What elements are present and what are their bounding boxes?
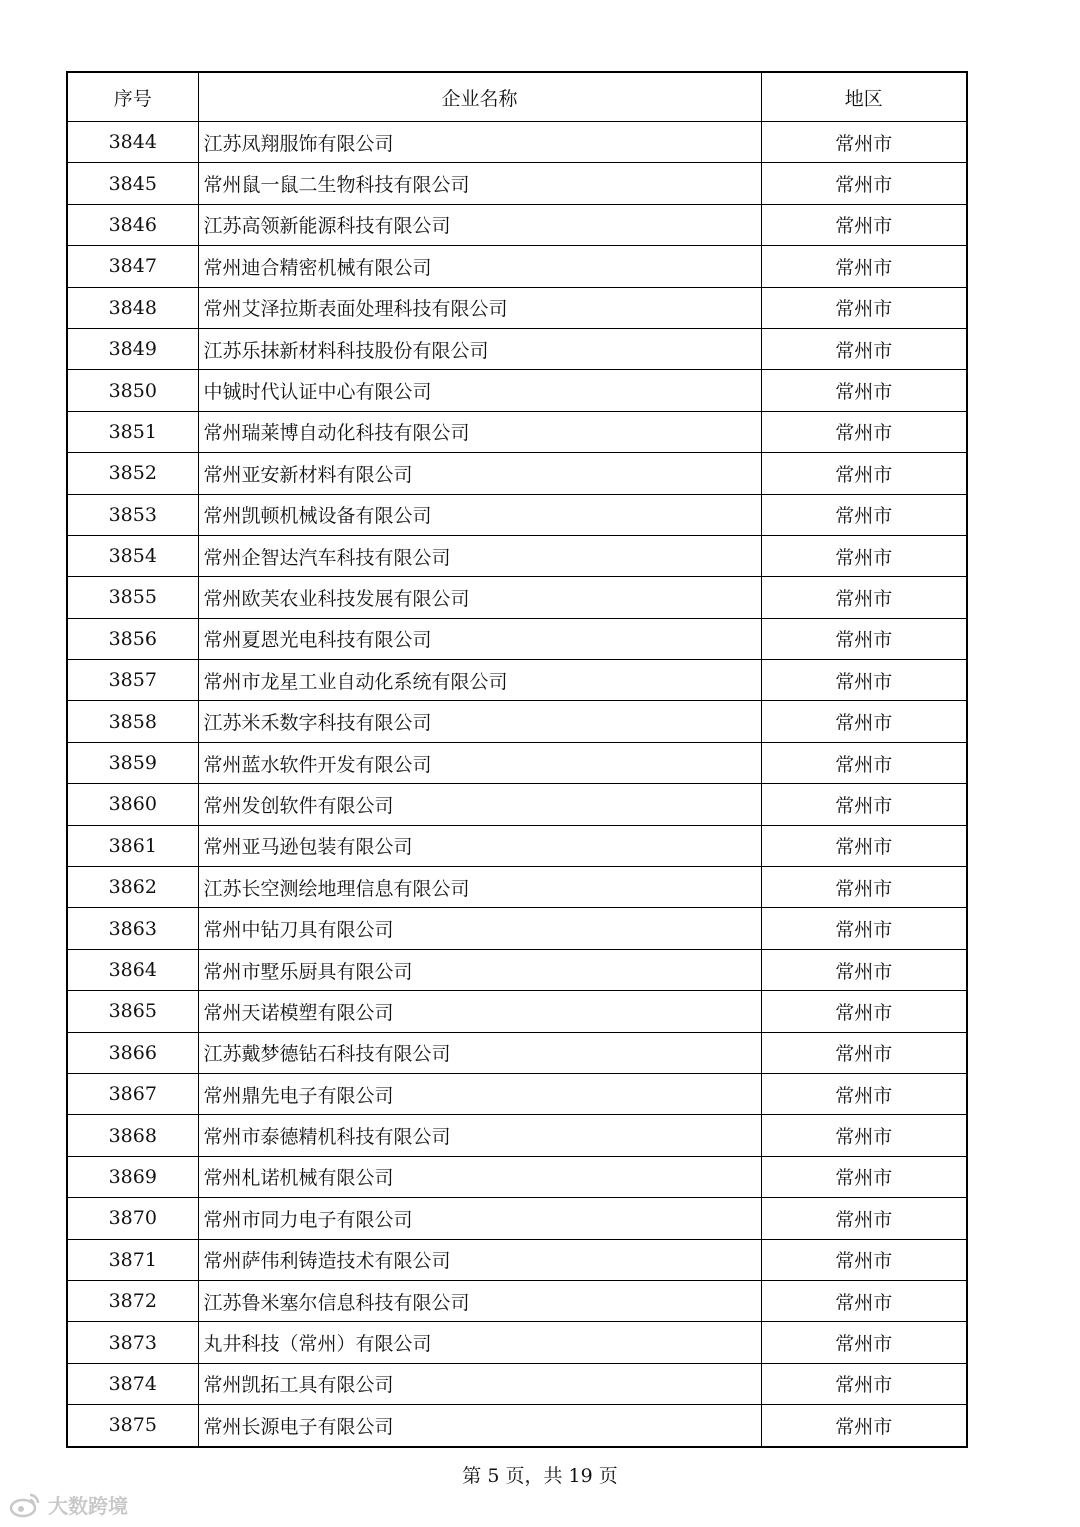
- company-name-cell: 江苏凤翔服饰有限公司: [198, 122, 761, 163]
- table-row: [67, 1032, 967, 1073]
- region-cell: 常州市: [761, 370, 967, 411]
- serial-cell: 3874: [67, 1363, 198, 1404]
- region-cell: 常州市: [761, 204, 967, 245]
- table-header-row: [67, 72, 967, 122]
- company-name-cell: 常州凯顿机械设备有限公司: [198, 494, 761, 535]
- serial-cell: 3859: [67, 742, 198, 783]
- table-row: [67, 1363, 967, 1404]
- serial-cell: 3853: [67, 494, 198, 535]
- company-name-cell: 常州市墅乐厨具有限公司: [198, 949, 761, 990]
- serial-cell: 3851: [67, 411, 198, 452]
- table-row: [67, 1239, 967, 1280]
- company-name-cell: 常州鼎先电子有限公司: [198, 1073, 761, 1114]
- page-number: 第 5 页，共 19 页: [462, 1465, 618, 1487]
- company-name-cell: 常州欧芙农业科技发展有限公司: [198, 577, 761, 618]
- table-row: [67, 1280, 967, 1321]
- company-name-cell: 江苏乐抹新材料科技股份有限公司: [198, 328, 761, 369]
- serial-cell: 3844: [67, 122, 198, 163]
- serial-cell: 3875: [67, 1405, 198, 1447]
- region-cell: 常州市: [761, 1073, 967, 1114]
- company-name-cell: 常州夏恩光电科技有限公司: [198, 618, 761, 659]
- serial-cell: 3854: [67, 535, 198, 576]
- company-name-cell: 江苏鲁米塞尔信息科技有限公司: [198, 1280, 761, 1321]
- company-name-cell: 常州萨伟利铸造技术有限公司: [198, 1239, 761, 1280]
- serial-cell: 3846: [67, 204, 198, 245]
- company-name-cell: 常州市泰德精机科技有限公司: [198, 1115, 761, 1156]
- region-cell: 常州市: [761, 453, 967, 494]
- serial-cell: 3860: [67, 784, 198, 825]
- serial-cell: 3866: [67, 1032, 198, 1073]
- serial-cell: 3873: [67, 1322, 198, 1363]
- serial-cell: 3864: [67, 949, 198, 990]
- region-cell: 常州市: [761, 949, 967, 990]
- serial-cell: 3848: [67, 287, 198, 328]
- table-row: [67, 246, 967, 287]
- region-cell: 常州市: [761, 1198, 967, 1239]
- company-name-cell: 常州札诺机械有限公司: [198, 1156, 761, 1197]
- company-name-cell: 江苏米禾数字科技有限公司: [198, 701, 761, 742]
- company-name-cell: 常州天诺模塑有限公司: [198, 991, 761, 1032]
- table-row: [67, 618, 967, 659]
- table-row: [67, 701, 967, 742]
- region-cell: 常州市: [761, 535, 967, 576]
- header-company-name: 企业名称: [198, 72, 761, 122]
- serial-cell: 3863: [67, 908, 198, 949]
- region-cell: 常州市: [761, 163, 967, 204]
- region-cell: 常州市: [761, 660, 967, 701]
- weibo-logo-icon: [8, 1491, 42, 1519]
- company-name-cell: 常州市同力电子有限公司: [198, 1198, 761, 1239]
- table-row: [67, 163, 967, 204]
- watermark-text: 大数跨境: [48, 1494, 128, 1518]
- company-name-cell: 江苏长空测绘地理信息有限公司: [198, 867, 761, 908]
- serial-cell: 3871: [67, 1239, 198, 1280]
- serial-cell: 3852: [67, 453, 198, 494]
- table-row: [67, 1322, 967, 1363]
- serial-cell: 3850: [67, 370, 198, 411]
- table-row: [67, 867, 967, 908]
- table-row: [67, 1073, 967, 1114]
- table-row: [67, 1115, 967, 1156]
- region-cell: 常州市: [761, 577, 967, 618]
- table-row: [67, 204, 967, 245]
- company-name-cell: 常州迪合精密机械有限公司: [198, 246, 761, 287]
- region-cell: 常州市: [761, 1280, 967, 1321]
- region-cell: 常州市: [761, 1032, 967, 1073]
- table-row: [67, 535, 967, 576]
- table-row: [67, 742, 967, 783]
- table-row: [67, 784, 967, 825]
- table-row: [67, 370, 967, 411]
- table-row: [67, 287, 967, 328]
- table-row: [67, 453, 967, 494]
- serial-cell: 3869: [67, 1156, 198, 1197]
- serial-cell: 3872: [67, 1280, 198, 1321]
- region-cell: 常州市: [761, 328, 967, 369]
- company-name-cell: 江苏戴梦德钻石科技有限公司: [198, 1032, 761, 1073]
- table-row: [67, 908, 967, 949]
- serial-cell: 3849: [67, 328, 198, 369]
- table-row: [67, 1156, 967, 1197]
- table-row: [67, 411, 967, 452]
- company-name-cell: 常州瑞莱博自动化科技有限公司: [198, 411, 761, 452]
- region-cell: 常州市: [761, 1239, 967, 1280]
- table-row: [67, 660, 967, 701]
- serial-cell: 3868: [67, 1115, 198, 1156]
- company-name-cell: 中铖时代认证中心有限公司: [198, 370, 761, 411]
- serial-cell: 3847: [67, 246, 198, 287]
- header-region: 地区: [761, 72, 967, 122]
- table-row: [67, 1405, 967, 1447]
- serial-cell: 3845: [67, 163, 198, 204]
- serial-cell: 3857: [67, 660, 198, 701]
- company-name-cell: 常州鼠一鼠二生物科技有限公司: [198, 163, 761, 204]
- serial-cell: 3855: [67, 577, 198, 618]
- region-cell: 常州市: [761, 494, 967, 535]
- region-cell: 常州市: [761, 825, 967, 866]
- company-name-cell: 常州中钻刀具有限公司: [198, 908, 761, 949]
- company-name-cell: 丸井科技（常州）有限公司: [198, 1322, 761, 1363]
- region-cell: 常州市: [761, 246, 967, 287]
- region-cell: 常州市: [761, 867, 967, 908]
- region-cell: 常州市: [761, 991, 967, 1032]
- region-cell: 常州市: [761, 1405, 967, 1447]
- table-row: [67, 949, 967, 990]
- watermark: [8, 1490, 128, 1519]
- region-cell: 常州市: [761, 742, 967, 783]
- serial-cell: 3856: [67, 618, 198, 659]
- company-name-cell: 常州市龙星工业自动化系统有限公司: [198, 660, 761, 701]
- company-name-cell: 常州发创软件有限公司: [198, 784, 761, 825]
- serial-cell: 3865: [67, 991, 198, 1032]
- region-cell: 常州市: [761, 701, 967, 742]
- serial-cell: 3861: [67, 825, 198, 866]
- region-cell: 常州市: [761, 1156, 967, 1197]
- region-cell: 常州市: [761, 908, 967, 949]
- region-cell: 常州市: [761, 287, 967, 328]
- table-row: [67, 825, 967, 866]
- region-cell: 常州市: [761, 1115, 967, 1156]
- company-name-cell: 常州亚安新材料有限公司: [198, 453, 761, 494]
- company-name-cell: 常州亚马逊包装有限公司: [198, 825, 761, 866]
- table-row: [67, 328, 967, 369]
- table-row: [67, 494, 967, 535]
- table-row: [67, 577, 967, 618]
- table-row: [67, 991, 967, 1032]
- company-name-cell: 江苏高领新能源科技有限公司: [198, 204, 761, 245]
- company-name-cell: 常州长源电子有限公司: [198, 1405, 761, 1447]
- table-row: [67, 1198, 967, 1239]
- company-table: [66, 71, 968, 1448]
- table-row: [67, 122, 967, 163]
- region-cell: 常州市: [761, 1363, 967, 1404]
- header-serial: 序号: [67, 72, 198, 122]
- company-name-cell: 常州艾泽拉斯表面处理科技有限公司: [198, 287, 761, 328]
- region-cell: 常州市: [761, 1322, 967, 1363]
- region-cell: 常州市: [761, 618, 967, 659]
- serial-cell: 3858: [67, 701, 198, 742]
- serial-cell: 3862: [67, 867, 198, 908]
- company-name-cell: 常州凯拓工具有限公司: [198, 1363, 761, 1404]
- region-cell: 常州市: [761, 784, 967, 825]
- company-name-cell: 常州蓝水软件开发有限公司: [198, 742, 761, 783]
- serial-cell: 3867: [67, 1073, 198, 1114]
- region-cell: 常州市: [761, 411, 967, 452]
- company-name-cell: 常州企智达汽车科技有限公司: [198, 535, 761, 576]
- region-cell: 常州市: [761, 122, 967, 163]
- serial-cell: 3870: [67, 1198, 198, 1239]
